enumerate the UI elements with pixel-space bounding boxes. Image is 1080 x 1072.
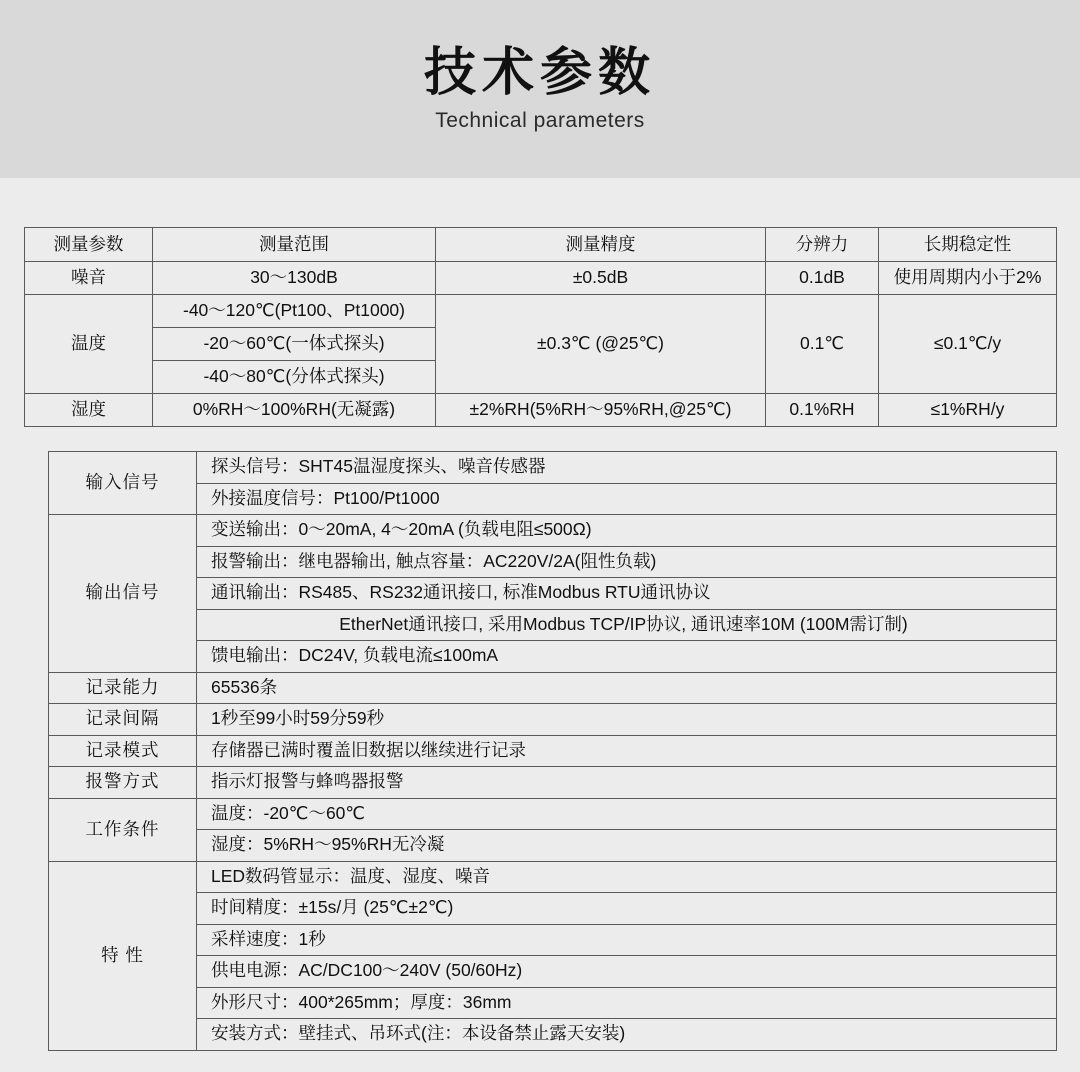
feature-label-record-mode: 记录模式 (49, 735, 197, 767)
column-header-param: 测量参数 (25, 228, 153, 262)
table-row (49, 546, 1057, 578)
feature-value: 馈电输出：DC24V, 负载电流≤100mA (197, 641, 1057, 673)
row-param-noise: 噪音 (25, 262, 153, 295)
feature-value: 变送输出：0～20mA, 4～20mA (负载电阻≤500Ω) (197, 515, 1057, 547)
table-row (49, 830, 1057, 862)
feature-label-input-signal: 输入信号 (49, 452, 197, 515)
table-row (49, 924, 1057, 956)
table-row (49, 578, 1057, 610)
feature-value: 安装方式：壁挂式、吊环式(注：本设备禁止露天安装) (197, 1019, 1057, 1051)
feature-value: 外接温度信号：Pt100/Pt1000 (197, 483, 1057, 515)
feature-value: 存储器已满时覆盖旧数据以继续进行记录 (197, 735, 1057, 767)
row-range-temperature-2: -20～60℃(一体式探头) (153, 328, 436, 361)
column-header-stability: 长期稳定性 (879, 228, 1057, 262)
feature-value: 探头信号：SHT45温湿度探头、噪音传感器 (197, 452, 1057, 484)
row-accuracy-temperature: ±0.3℃ (@25℃) (436, 295, 766, 394)
feature-value: 采样速度：1秒 (197, 924, 1057, 956)
row-range-temperature-3: -40～80℃(分体式探头) (153, 361, 436, 394)
page-header (0, 0, 1080, 178)
table-row (49, 987, 1057, 1019)
feature-value: EtherNet通讯接口, 采用Modbus TCP/IP协议, 通讯速率10M (100M需订制) (197, 609, 1057, 641)
feature-value: 通讯输出：RS485、RS232通讯接口, 标准Modbus RTU通讯协议 (197, 578, 1057, 610)
feature-label-output-signal: 输出信号 (49, 515, 197, 673)
table-row (49, 609, 1057, 641)
table-row (49, 956, 1057, 988)
table-row (49, 798, 1057, 830)
feature-value: 指示灯报警与蜂鸣器报警 (197, 767, 1057, 799)
table-row (25, 394, 1057, 427)
feature-value: 湿度：5%RH～95%RH无冷凝 (197, 830, 1057, 862)
table-row (49, 515, 1057, 547)
page-title: 技术参数 (423, 44, 656, 103)
row-stability-noise: 使用周期内小于2% (879, 262, 1057, 295)
table-row (49, 861, 1057, 893)
row-stability-temperature: ≤0.1℃/y (879, 295, 1057, 394)
feature-value: 报警输出：继电器输出, 触点容量：AC220V/2A(阻性负载) (197, 546, 1057, 578)
row-resolution-temperature: 0.1℃ (766, 295, 879, 394)
table-header-row (25, 228, 1057, 262)
feature-label-record-capacity: 记录能力 (49, 672, 197, 704)
table-row (25, 262, 1057, 295)
table-row (49, 452, 1057, 484)
feature-value: LED数码管显示：温度、湿度、噪音 (197, 861, 1057, 893)
column-header-accuracy: 测量精度 (436, 228, 766, 262)
table-row (25, 295, 1057, 328)
row-range-temperature-1: -40～120℃(Pt100、Pt1000) (153, 295, 436, 328)
row-accuracy-noise: ±0.5dB (436, 262, 766, 295)
row-param-humidity: 湿度 (25, 394, 153, 427)
feature-table (48, 451, 1057, 1051)
feature-value: 温度：-20℃～60℃ (197, 798, 1057, 830)
row-range-humidity: 0%RH～100%RH(无凝露) (153, 394, 436, 427)
table-row (49, 735, 1057, 767)
table-row (49, 672, 1057, 704)
feature-value: 1秒至99小时59分59秒 (197, 704, 1057, 736)
row-range-noise: 30～130dB (153, 262, 436, 295)
column-header-resolution: 分辨力 (766, 228, 879, 262)
feature-label-alarm-mode: 报警方式 (49, 767, 197, 799)
column-header-range: 测量范围 (153, 228, 436, 262)
table-row (49, 1019, 1057, 1051)
feature-label-characteristics: 特 性 (49, 861, 197, 1050)
row-param-temperature: 温度 (25, 295, 153, 394)
feature-label-working-conditions: 工作条件 (49, 798, 197, 861)
row-accuracy-humidity: ±2%RH(5%RH～95%RH,@25℃) (436, 394, 766, 427)
table-row (49, 641, 1057, 673)
table-row (49, 893, 1057, 925)
feature-label-record-interval: 记录间隔 (49, 704, 197, 736)
page-subtitle: Technical parameters (435, 108, 645, 132)
row-resolution-noise: 0.1dB (766, 262, 879, 295)
feature-value: 65536条 (197, 672, 1057, 704)
row-stability-humidity: ≤1%RH/y (879, 394, 1057, 427)
feature-value: 时间精度：±15s/月 (25℃±2℃) (197, 893, 1057, 925)
specification-table (24, 227, 1057, 427)
table-row (49, 767, 1057, 799)
feature-value: 外形尺寸：400*265mm；厚度：36mm (197, 987, 1057, 1019)
feature-value: 供电电源：AC/DC100～240V (50/60Hz) (197, 956, 1057, 988)
row-resolution-humidity: 0.1%RH (766, 394, 879, 427)
table-row (49, 704, 1057, 736)
table-row (49, 483, 1057, 515)
